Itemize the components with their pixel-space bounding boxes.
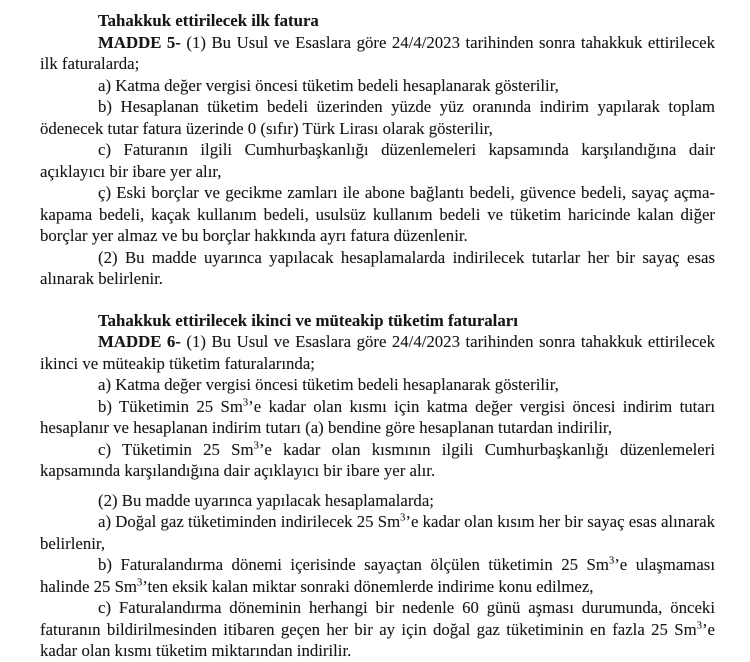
text-segment: c) Faturanın ilgili Cumhurbaşkanlığı düzenlemeleri kapsamında karşılandığına dair açıklayıcı bir ibare yer alır,: [40, 140, 715, 181]
text-segment: a) Katma değer vergisi öncesi tüketim bedeli hesaplanarak gösterilir,: [98, 75, 559, 95]
text-segment: ’ten eksik kalan miktar sonraki dönemlerde indirime konu edilmez,: [142, 576, 594, 596]
text-segment: a) Doğal gaz tüketiminden indirilecek 25 Sm: [98, 512, 401, 531]
text-segment: Tahakkuk ettirilecek ikinci ve müteakip tüketim faturaları: [98, 310, 518, 330]
paragraph: [40, 139, 715, 182]
section-heading: [40, 10, 715, 32]
text-segment: b) Hesaplanan tüketim bedeli üzerinden yüzde yüz oranında indirim yapılarak toplam ödenecek tutar fatura üzerinde 0 (sıfır) Türk Lirası olarak gösterilir,: [40, 97, 715, 138]
superscript-segment: 3: [400, 512, 406, 524]
paragraph: [40, 75, 715, 97]
paragraph: [40, 554, 715, 597]
paragraph: [40, 374, 715, 396]
text-segment: MADDE 5-: [98, 32, 181, 52]
text-segment: ’e kadar olan kısmı için katma değer vergisi öncesi indirim tutarı hesaplanır ve hesaplanan indirim tutarı (a) bendine göre hesaplanan tutardan indirilir,: [40, 396, 715, 437]
text-segment: ’e kadar olan kısmının ilgili Cumhurbaşkanlığı düzenlemeleri kapsamında karşılandığına dair açıklayıcı bir ibare yer alır.: [40, 439, 715, 480]
paragraph: [40, 182, 715, 247]
text-segment: c) Faturalandırma döneminin herhangi bir nedenle 60 günü aşması durumunda, önceki faturanın bildirilmesinden itibaren geçen her bir ay için doğal gaz tüketiminin en fazla 25 Sm: [40, 598, 715, 639]
paragraph: [40, 490, 715, 512]
paragraph: [40, 96, 715, 139]
text-segment: b) Faturalandırma dönemi içerisinde sayaçtan ölçülen tüketimin 25 Sm: [98, 555, 609, 574]
text-segment: b) Tüketimin 25 Sm: [98, 396, 243, 416]
section-heading: [40, 310, 715, 332]
paragraph: [40, 597, 715, 662]
superscript-segment: 3: [242, 396, 249, 408]
text-segment: ’e ulaşmaması halinde 25 Sm: [40, 555, 715, 596]
paragraph: [40, 396, 715, 439]
paragraph: [40, 511, 715, 554]
paragraph: [40, 32, 715, 75]
superscript-segment: 3: [608, 555, 615, 567]
superscript-segment: 3: [253, 439, 259, 451]
superscript-segment: 3: [696, 619, 702, 631]
text-segment: ç) Eski borçlar ve gecikme zamları ile abone bağlantı bedeli, güvence bedeli, sayaç açma-kapama bedeli, kaçak kullanım bedeli, usulsüz kullanım bedeli ve tüketim haricinde kalan diğer borçlar yer almaz ve bu borçlar hakkında ayrı fatura düzenlenir.: [40, 183, 715, 245]
text-segment: a) Katma değer vergisi öncesi tüketim bedeli hesaplanarak gösterilir,: [98, 375, 559, 394]
superscript-segment: 3: [136, 576, 143, 588]
paragraph: [40, 331, 715, 374]
text-segment: (1) Bu Usul ve Esaslara göre 24/4/2023 tarihinden sonra tahakkuk ettirilecek ilk faturalarda;: [40, 32, 715, 73]
paragraph: [40, 439, 715, 482]
paragraph: [40, 247, 715, 290]
text-segment: ’e kadar olan kısım her bir sayaç esas alınarak belirlenir,: [40, 512, 716, 553]
text-segment: (2) Bu madde uyarınca yapılacak hesaplamalarda indirilecek tutarlar her bir sayaç esas alınarak belirlenir.: [40, 247, 715, 288]
text-segment: Tahakkuk ettirilecek ilk fatura: [98, 11, 319, 30]
text-segment: ’e kadar olan kısmı tüketim miktarından indirilir.: [40, 619, 715, 660]
text-segment: (1) Bu Usul ve Esaslara göre 24/4/2023 tarihinden sonra tahakkuk ettirilecek ikinci ve müteakip tüketim faturalarında;: [40, 332, 715, 373]
text-segment: MADDE 6-: [98, 332, 181, 351]
text-segment: (2) Bu madde uyarınca yapılacak hesaplamalarda;: [98, 490, 434, 510]
text-segment: c) Tüketimin 25 Sm: [98, 439, 254, 459]
